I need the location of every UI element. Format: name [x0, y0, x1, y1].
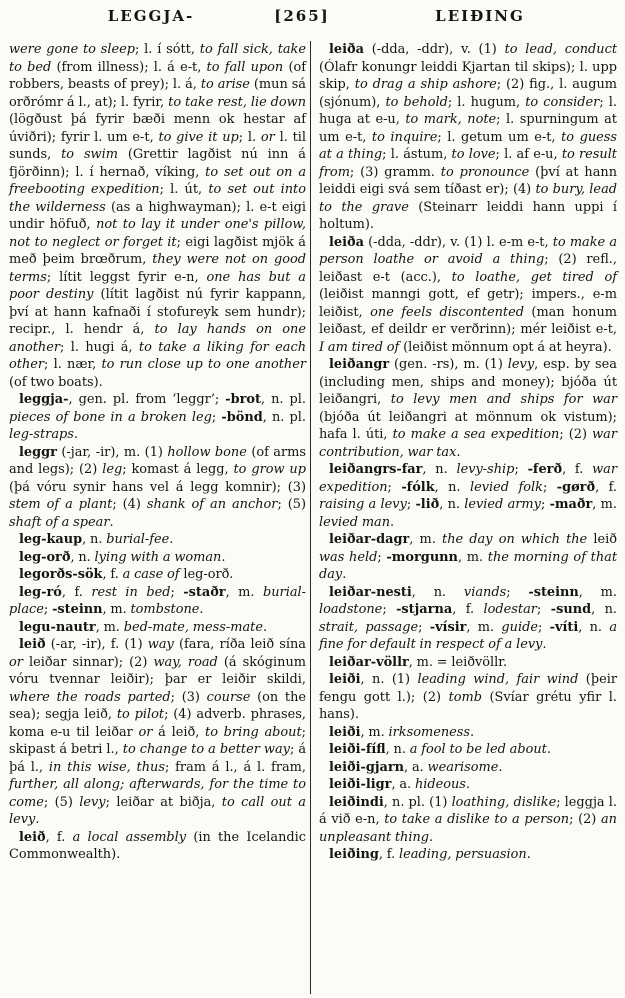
entry-leg-ord [9, 549, 306, 567]
gloss-text: levy [507, 357, 535, 372]
headword-text: -stjarna [396, 602, 453, 617]
headword-text: leggja- [19, 392, 69, 407]
gloss-text: to make a sea expedition [392, 427, 560, 442]
headword-text: leiðing [329, 847, 379, 862]
gloss-text: to levy men and ships for war [390, 392, 617, 407]
entry-text: , m. [225, 584, 263, 600]
gloss-text: guide [501, 619, 538, 635]
gloss-text: lodestar [483, 602, 537, 617]
entry-text: , m. = leiðvöllr. [408, 654, 508, 670]
entry-leidangrs-compounds [319, 461, 617, 531]
gloss-text: or [9, 654, 23, 670]
gloss-text: way [147, 637, 174, 652]
entry-text: , a. [404, 759, 428, 775]
gloss-text: to arise [200, 77, 250, 92]
headword-text: leiði [329, 724, 361, 740]
entry-text: ; skipast á betri l., [9, 724, 307, 757]
gloss-text: to fall upon [206, 59, 284, 75]
gloss-text: shank of an anchor [146, 497, 278, 512]
gloss-text: to set out into the wilderness [9, 182, 306, 215]
entry-text: ; (3) [170, 689, 207, 705]
entry-text: . [109, 514, 114, 530]
entry-text: , n. [82, 532, 107, 547]
page-number: [265] [274, 7, 330, 25]
gloss-text: to behold [385, 94, 448, 110]
headword-text: leggr [19, 444, 57, 460]
entry-leidindi [319, 794, 617, 847]
headword-text: leiðar-nesti [329, 584, 412, 600]
gloss-text: to run close up to one another [101, 357, 306, 372]
gloss-text: raising a levy [319, 497, 407, 512]
entry-text: (Svíar grétu yfir l. hans). [319, 689, 617, 722]
entry-text: (-dda, -ddr), v. (1) [363, 42, 505, 57]
entry-text: , n. [385, 742, 410, 757]
entry-text: ; leggja l. á við e-n, [319, 794, 617, 827]
entry-text: , esp. by sea (including men, ships and money); bjóða út leiðangri, [319, 357, 617, 407]
gloss-text: wearisome [427, 759, 499, 775]
entry-text: ; lítit leggst fyrir e-n, [46, 269, 207, 285]
headword-text: leiðar-völlr [329, 654, 409, 670]
gloss-text: tombstone [130, 602, 200, 617]
entry-text: . [35, 812, 40, 827]
gloss-text: pieces of bone in a broken leg [9, 409, 212, 425]
entry-text: leg-orð. [179, 567, 234, 582]
entry-text: (leiðist manngi gott, ef getr); impers., e-m leiðist, [319, 287, 617, 320]
gloss-text: to bury, lead to the grave [319, 182, 617, 215]
gloss-text: were gone to sleep [9, 42, 136, 57]
headword-text: -vísir [429, 619, 467, 635]
entry-text: ; (5) [277, 497, 307, 512]
headword-text: leiði-gjarn [329, 759, 405, 775]
gloss-text: bed-mate, mess-mate [123, 619, 263, 635]
gloss-text: war expedition [319, 462, 618, 495]
gloss-text: leading, persuasion [399, 847, 527, 862]
entry-text: ; l. hugum, [447, 94, 526, 110]
headword-text: leið [19, 829, 46, 845]
entry-text: (of arms and legs); (2) [9, 444, 306, 477]
entry-text: ; l. getum um e-t, [437, 129, 562, 145]
entry-leggja-compounds [9, 391, 306, 444]
gloss-text: the morning of that day [319, 549, 618, 582]
entry-leg-ro [9, 584, 306, 619]
entry-text: . [526, 847, 531, 862]
gloss-text: viands [463, 584, 507, 600]
entry-text: ; [537, 619, 550, 635]
entry-leidi-ligr [319, 776, 617, 794]
gloss-text: leg-straps [9, 427, 74, 442]
gloss-text: leg [102, 462, 123, 477]
gloss-text: lying with a woman [94, 549, 222, 565]
entry-text: , n. [578, 619, 610, 635]
gloss-text: a fool to be led about [409, 742, 547, 757]
entry-text: ; l. í sótt, [135, 42, 200, 57]
gloss-text: further, all along; afterwards, for the time to come [9, 777, 306, 810]
entry-text: . [546, 742, 551, 757]
gloss-text: hideous [414, 777, 466, 792]
gloss-text: to pilot [116, 707, 165, 722]
entry-text: . [73, 427, 78, 442]
entry-text: ; [382, 602, 397, 617]
gloss-text: levied army [464, 497, 541, 512]
entry-text: (-ar, -ir), f. (1) [45, 637, 148, 652]
gloss-text: irksomeness [388, 724, 471, 740]
entry-text: ; l. [238, 129, 261, 145]
gloss-text: course [206, 689, 251, 705]
gloss-text: a fine for default in respect of a levy [319, 619, 617, 652]
entry-text: ; (2) [559, 427, 593, 442]
entry-text: ; (2) refl., leiðast e-t (acc.), [319, 252, 617, 285]
entry-text: . [465, 777, 471, 792]
gloss-text: to take rest, lie down [168, 94, 307, 110]
entry-text: . [169, 532, 174, 547]
entry-text: (á skóginum vóru tvennar leiðir); þar er leiðir skildi, [9, 654, 306, 687]
gloss-text: or [260, 129, 275, 145]
entry-text: (þeir fengu gott l.); (2) [319, 672, 617, 705]
headword-text: leiða [329, 42, 364, 57]
entry-leidi-irksomeness [319, 724, 617, 742]
entry-text: ; [514, 462, 528, 477]
entry-leiding [319, 846, 617, 864]
gloss-text: levied folk [470, 479, 543, 495]
gloss-text: rest in bed [91, 584, 171, 600]
entry-text: (Ólafr konungr leiddi Kjartan til skips); l. upp skip, [319, 59, 617, 92]
gloss-text: to mark, note [405, 112, 497, 127]
entry-text: (leiðist mönnum opt á at heyra). [399, 339, 612, 355]
entry-text: , n. [70, 549, 95, 565]
entry-text: , m. [578, 584, 618, 600]
entry-text: , f. [378, 847, 399, 862]
gloss-text: to drag a ship ashore [354, 77, 497, 92]
gloss-text: to love [451, 147, 496, 162]
entry-text: (from illness); l. á e-t, [51, 59, 207, 75]
gloss-text: to guess at a thing [319, 129, 617, 162]
gloss-text: to loathe, get tired of [451, 269, 617, 285]
gloss-text: burial-fee [106, 532, 170, 547]
entry-text: (-dda, -ddr), v. (1) l. e-m e-t, [363, 234, 553, 250]
headword-text: leiða [329, 234, 364, 250]
entry-leida-loathe [319, 234, 617, 357]
entry-text: ; l. út, [159, 182, 209, 197]
headword-text: leiðangrs-far [329, 462, 423, 477]
entry-text: ; l. ástum, [382, 147, 452, 162]
entry-text: ; l. huga at e-u, [319, 94, 617, 127]
entry-text: ; á þá l., [9, 742, 306, 775]
headword-text: -víti [549, 619, 579, 635]
entry-legords-sok [9, 566, 306, 584]
gloss-text: burial-place [9, 584, 306, 617]
headword-text: leiðindi [329, 794, 384, 810]
entry-text: ; [536, 602, 551, 617]
entry-leid-way [9, 636, 306, 829]
running-head-left-keyword: LEGGJA- [107, 7, 195, 25]
gloss-text: hollow bone [167, 444, 247, 460]
gloss-text: to consider [525, 94, 600, 110]
headword-text: leiðangr [329, 357, 390, 372]
gloss-text: levied man [319, 514, 391, 530]
gloss-text: loadstone [319, 602, 383, 617]
entry-text: ; [377, 549, 387, 565]
entry-text: , n. [439, 497, 465, 512]
entry-text: ; l. hugi á, [60, 339, 139, 355]
entry-leg-kaup [9, 531, 306, 549]
headword-text: -steinn [52, 602, 103, 617]
gloss-text: loathing, dislike [451, 794, 557, 810]
entry-leidar-vollr [319, 654, 617, 672]
entry-text: (fara, ríða leið sína [173, 637, 306, 652]
entry-text: , n. pl. [261, 392, 306, 407]
entry-text: , m. [457, 549, 488, 565]
entry-leidi-fifl [319, 741, 617, 759]
entry-leidar-nesti [319, 584, 617, 654]
headword-text: legorðs-sök [19, 567, 103, 582]
entry-text: ; (3) gramm. [349, 164, 441, 180]
entry-text: , n. [411, 584, 464, 600]
gloss-text: to change to a better way [122, 742, 290, 757]
entry-text: , f. [562, 462, 593, 477]
entry-leida-lead [319, 41, 617, 234]
entry-text: (því at hann leiddi eigi svá sem tíðast er); (4) [319, 164, 617, 197]
entry-text: ; (4) adverb. phrases, koma e-u til leiðar [9, 707, 306, 740]
gloss-text: an unpleasant thing [319, 812, 617, 845]
gloss-text: they were not on good terms [9, 252, 306, 285]
entry-text: , m. [102, 602, 131, 617]
entry-leggja-continued [9, 41, 306, 391]
entry-text: ; [43, 602, 53, 617]
entry-text: , m. [466, 619, 502, 635]
entry-text: . [262, 619, 268, 635]
gloss-text: to set out on a freebooting expedition [9, 164, 307, 197]
entry-text: . [456, 444, 461, 460]
gloss-text: to make a person loathe or avoid a thing [319, 234, 617, 267]
entry-text: (as a highwayman); l. e-t eigi undir höfuð, [9, 199, 306, 232]
gloss-text: or [138, 724, 153, 740]
gloss-text: to give it up [158, 129, 239, 145]
entry-text: . [390, 514, 395, 530]
entry-text: ; l. nær, [44, 357, 102, 372]
entry-leidi-wind [319, 671, 617, 724]
entry-text: , m. [409, 532, 443, 547]
left-column [9, 41, 306, 864]
gloss-text: strait, passage [319, 619, 419, 635]
headword-text: leið [19, 637, 46, 652]
entry-text: (on the sea); segja leið, [9, 689, 306, 722]
entry-leid-assembly [9, 829, 306, 864]
entry-text: á leið, [152, 724, 206, 740]
entry-text: (of robbers, beasts of prey); l. á, [9, 59, 307, 92]
gloss-text: to bring about [205, 724, 302, 740]
entry-text: (lögðust þá fyrir bæði menn ok hestar af úviðri); fyrir l. um e-t, [9, 112, 306, 145]
gloss-text: to take a dislike to a person [384, 812, 570, 827]
headword-text: -brot [225, 392, 261, 407]
gloss-text: leading wind, fair wind [417, 672, 579, 687]
headword-text: leiði-ligr [329, 777, 392, 792]
gloss-text: levy-ship [456, 462, 515, 477]
entry-text: ; leiðar at biðja, [105, 794, 222, 810]
headword-text: -morgunn [386, 549, 458, 565]
entry-legu-nautr [9, 619, 306, 637]
entry-text: ; (2) [569, 812, 601, 827]
running-head [0, 7, 625, 29]
entry-text: (mun sá orðrómr á l., at); l. fyrir, [9, 77, 306, 110]
gloss-text: to lay hands on one another [9, 322, 306, 355]
gloss-text: a case of [122, 567, 180, 582]
entry-text: ; [540, 497, 550, 512]
entry-text: . [199, 602, 204, 617]
entry-text: ; [418, 619, 430, 635]
headword-text: leiði [329, 672, 361, 687]
entry-text: (in the Icelandic Commonwealth). [9, 829, 306, 862]
entry-leidar-dagr [319, 531, 617, 584]
gloss-text: to fall sick, take to bed [9, 42, 306, 75]
entry-text: . [498, 759, 503, 775]
entry-text: . [429, 829, 434, 845]
entry-text: (-jar, -ir), m. (1) [56, 444, 168, 460]
gloss-text: one feels discontented [370, 304, 524, 320]
headword-text: leg-ró [19, 584, 62, 600]
entry-text: , f. [452, 602, 484, 617]
entry-text: , m. [360, 724, 389, 740]
entry-text: ; komast á legg, [122, 462, 234, 477]
entry-leidi-gjarn [319, 759, 617, 777]
entry-text: , m. [95, 619, 124, 635]
entry-text: ; (4) [112, 497, 147, 512]
gloss-text: where the roads parted [9, 689, 171, 705]
entry-text: ; [406, 497, 416, 512]
headword-text: -fólk [401, 479, 435, 495]
entry-text: , f. [61, 584, 92, 600]
gloss-text: levy [79, 794, 106, 810]
running-head-right-keyword: LEIÐING [435, 7, 525, 25]
entry-text: . [542, 637, 547, 652]
gloss-text: in this wise, thus [48, 759, 165, 775]
entry-text: ; [170, 584, 184, 600]
headword-text: -bönd [221, 409, 263, 425]
headword-text: leiði-fífl [329, 742, 386, 757]
entry-text: , m. [592, 497, 617, 512]
entry-text: l. til sunds, [9, 129, 306, 162]
entry-text: , n. (1) [360, 672, 418, 687]
entry-text: ; [542, 479, 557, 495]
entry-text: (þá vóru synir hans vel á legg komnir); (3) [9, 479, 306, 495]
headword-text: -lið [415, 497, 440, 512]
headword-text: -sund [550, 602, 592, 617]
headword-text: legu-nautr [19, 619, 96, 635]
headword-text: leiðar-dagr [329, 532, 410, 547]
headword-text: leg-kaup [19, 532, 83, 547]
headword-text: -steinn [528, 584, 579, 600]
entry-text: ; (5) [43, 794, 80, 810]
gloss-text: to lead, conduct [504, 42, 617, 57]
entry-text: , n. pl. [262, 409, 307, 425]
entry-text: . [221, 549, 226, 565]
entry-text: . [342, 567, 347, 582]
entry-text: ; [387, 479, 402, 495]
entry-text: ; l. af e-u, [495, 147, 562, 162]
gloss-text: stem of a plant [9, 497, 113, 512]
gloss-text: tomb [448, 689, 482, 705]
gloss-text: a local assembly [72, 829, 187, 845]
headword-text: -ferð [527, 462, 563, 477]
entry-text: (lítit lagðist nú fyrir kappann, því at hann kafnaði í stofureyk sem hundr); recipr., l. hendr á, [9, 287, 306, 337]
entry-text: (Grettir lagðist nú inn á fjörðinn); l. í hernað, víking, [9, 147, 306, 180]
entry-text: leiðar sinnar); (2) [22, 654, 154, 670]
gloss-text: to inquire [371, 129, 438, 145]
gloss-text: to result from [319, 147, 617, 180]
entry-text: , gen. pl. from ‘leggr’; [68, 392, 226, 407]
entry-text: (of two boats). [9, 374, 103, 390]
gloss-text: I am tired of [319, 339, 400, 355]
gloss-text: way, road [153, 654, 218, 670]
entry-text: , f. [595, 479, 618, 495]
headword-text: leg-orð [19, 549, 71, 565]
gloss-text: to grow up [233, 462, 306, 477]
gloss-text: was held [319, 549, 378, 565]
entry-text: , f. [45, 829, 73, 845]
entry-text: ; eigi lagðist mjök á með þeim brœðrum, [9, 234, 306, 267]
entry-text: , n. [422, 462, 457, 477]
entry-text: ; [506, 584, 529, 600]
gloss-text: to call out a levy [9, 794, 306, 827]
entry-text: (gen. -rs), m. (1) [389, 357, 508, 372]
gloss-text: the day on which the [442, 532, 588, 547]
gloss-text: shaft of a spear [9, 514, 110, 530]
entry-text: , n. [591, 602, 618, 617]
gloss-text: war contribution, war tax [319, 427, 617, 460]
gloss-text: one has but a poor destiny [9, 269, 306, 302]
entry-text: , a. [391, 777, 415, 792]
entry-text: ; [211, 409, 222, 425]
headword-text: -staðr [183, 584, 226, 600]
gloss-text: to take a liking for each other [9, 339, 306, 372]
entry-leggr [9, 444, 306, 532]
entry-text: (man honum leiðast, ef deildr er verðrinn); mér leiðist e-t, [319, 304, 618, 337]
gloss-text: to pronounce [440, 164, 530, 180]
headword-text: -gørð [556, 479, 596, 495]
gloss-text: to swim [61, 147, 118, 162]
column-divider-rule [310, 41, 311, 994]
entry-text: (bjóða út leiðangri at mönnum ok vistum); hafa l. úti, [319, 409, 617, 442]
entry-text: . [470, 724, 475, 740]
entry-text: (Steinarr leiddi hann uppi í holtum). [319, 199, 617, 232]
gloss-text: not to lay it under one's pillow, not to neglect or forget it [9, 217, 307, 250]
entry-text: , n. [434, 479, 470, 495]
entry-leidangr [319, 356, 617, 461]
entry-text: , n. pl. (1) [383, 794, 452, 810]
right-column [319, 41, 617, 864]
entry-text: leið [587, 532, 618, 547]
headword-text: -maðr [549, 497, 593, 512]
entry-text: ; (2) fig., l. augum (sjónum), [319, 77, 617, 110]
entry-text: , f. [102, 567, 123, 582]
entry-text: ; fram á l., á l. fram, [164, 759, 306, 775]
entry-text: ; l. spurningum at um e-t, [319, 112, 617, 145]
